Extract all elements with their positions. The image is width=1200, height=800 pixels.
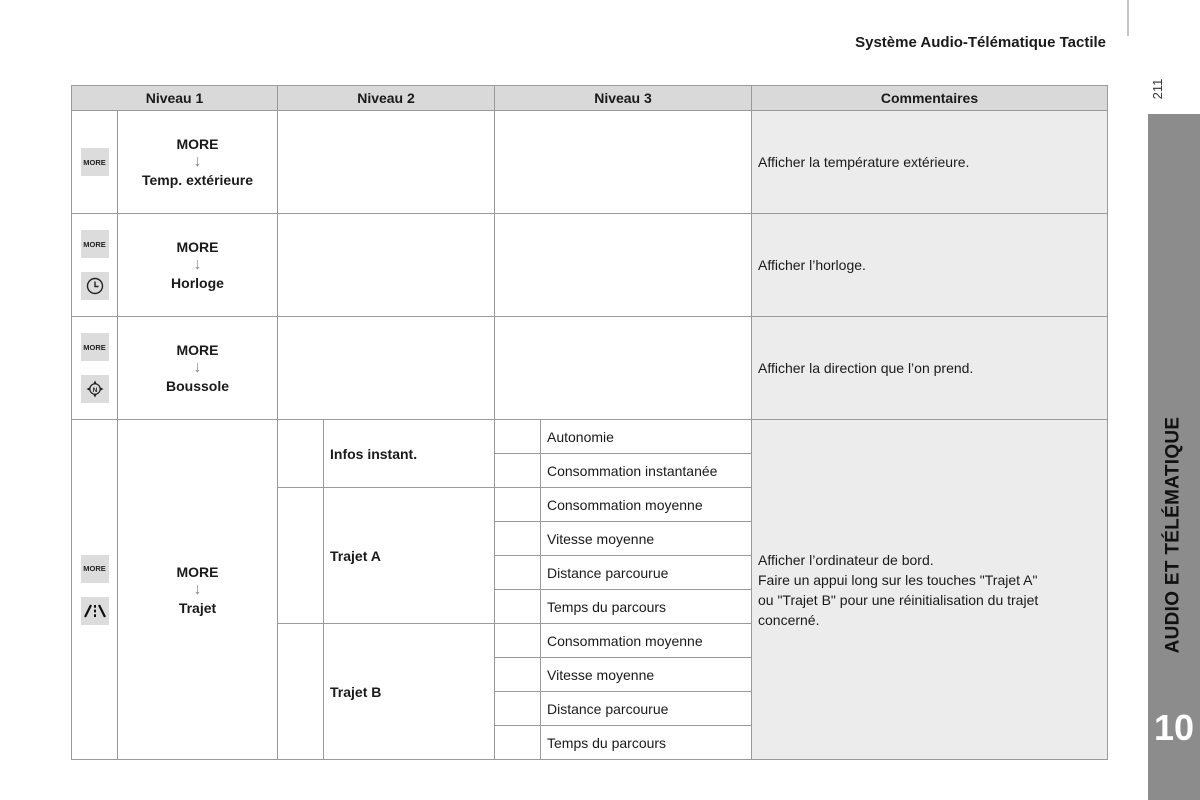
empty-cell [495,214,752,317]
header-niveau-2: Niveau 2 [278,86,495,111]
comment-cell: Afficher la direction que l’on prend. [752,317,1108,420]
level3-item: Vitesse moyenne [541,522,752,556]
level2-label: Trajet A [324,488,495,624]
section-title [1153,380,1193,690]
level3-item: Consommation moyenne [541,624,752,658]
empty-cell [495,658,541,692]
more-button-icon: MORE [81,555,109,583]
table-header-row [72,86,1108,111]
empty-cell [495,692,541,726]
trip-road-icon [81,597,109,625]
level3-item: Consommation moyenne [541,488,752,522]
target-label: Temp. extérieure [141,172,253,188]
more-label: MORE [176,136,219,152]
empty-cell [495,111,752,214]
page-title: Système Audio-Télématique Tactile [855,34,1106,51]
table-row [72,111,1108,214]
arrow-down-icon: ↓ [193,359,202,376]
empty-cell [278,214,495,317]
header-niveau-3: Niveau 3 [495,86,752,111]
level3-item: Distance parcourue [541,556,752,590]
arrow-down-icon: ↓ [193,256,202,273]
target-label: Boussole [165,378,229,394]
more-label: MORE [176,563,219,580]
comment-line: Afficher l’ordinateur de bord. [758,551,934,568]
empty-cell [495,726,541,760]
top-divider [1127,0,1129,36]
empty-cell [495,624,541,658]
empty-cell [278,488,324,624]
empty-cell [495,556,541,590]
level3-item: Temps du parcours [541,726,752,760]
comment-cell [752,420,1108,760]
compass-icon [81,375,109,403]
level3-item: Vitesse moyenne [541,658,752,692]
empty-cell [495,317,752,420]
empty-cell [495,590,541,624]
empty-cell [495,522,541,556]
navigation-path [118,214,278,317]
header-commentaires: Commentaires [752,86,1108,111]
svg-text:N: N [92,386,97,394]
menu-table [71,85,1108,760]
navigation-path [118,317,278,420]
level3-item: Autonomie [541,420,752,454]
level2-label: Infos instant. [324,420,495,488]
target-label: Trajet [178,599,217,616]
comment-line: Faire un appui long sur les touches "Trajet A" [758,571,1038,588]
more-button-icon: MORE [81,148,109,176]
empty-cell [278,624,324,760]
empty-cell [278,420,324,488]
header-niveau-1: Niveau 1 [72,86,278,111]
empty-cell [495,420,541,454]
level3-item: Distance parcourue [541,692,752,726]
level3-item: Consommation instantanée [541,454,752,488]
arrow-down-icon: ↓ [193,580,202,598]
more-label: MORE [176,239,219,255]
table-row [72,420,1108,454]
more-button-icon: MORE [81,333,109,361]
clock-icon [81,272,109,300]
page-number: 211 [1149,78,1165,100]
level2-label: Trajet B [324,624,495,760]
level3-item: Temps du parcours [541,590,752,624]
comment-line: concerné. [758,611,820,628]
table-row [72,214,1108,317]
empty-cell [495,454,541,488]
section-title-text: AUDIO ET TÉLÉMATIQUE [1162,416,1183,654]
empty-cell [495,488,541,522]
chapter-number: 10 [1153,707,1195,748]
navigation-path [118,420,278,760]
icon-cell [72,214,118,317]
navigation-path [118,111,278,214]
comment-line: ou "Trajet B" pour une réinitialisation du trajet [758,591,1039,608]
more-label: MORE [176,342,219,358]
target-label: Horloge [171,275,224,291]
comment-cell: Afficher l’horloge. [752,214,1108,317]
comment-cell: Afficher la température extérieure. [752,111,1108,214]
empty-cell [278,317,495,420]
icon-cell [72,111,118,214]
empty-cell [278,111,495,214]
arrow-down-icon: ↓ [193,153,202,170]
icon-cell [72,420,118,760]
more-button-icon: MORE [81,230,109,258]
table-row [72,317,1108,420]
icon-cell [72,317,118,420]
